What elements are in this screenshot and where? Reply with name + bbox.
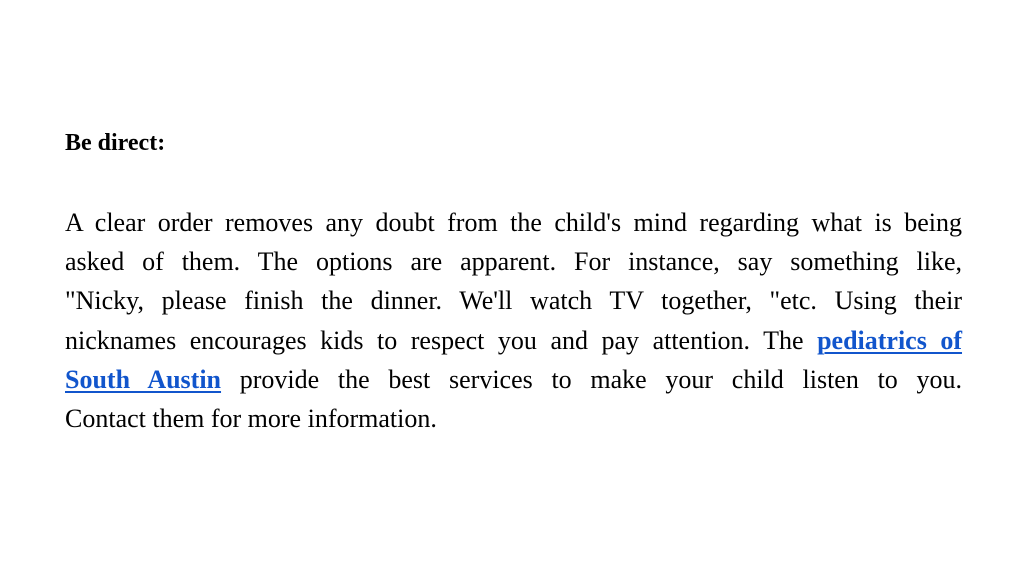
section-heading: Be direct: (65, 130, 166, 156)
paragraph-line-5 (65, 360, 962, 399)
paragraph-line-6: Contact them for more information. (65, 404, 437, 434)
paragraph-line-2: asked of them. The options are apparent. For instance, say something like, (65, 247, 962, 277)
body-paragraph (65, 203, 962, 438)
paragraph-line-5-text: provide the best services to make your child listen to you. (239, 364, 963, 394)
paragraph-line-4-text: nicknames encourages kids to respect you and pay attention. The (65, 325, 804, 355)
pediatrics-link-part-1[interactable]: pediatrics of (817, 325, 963, 355)
paragraph-line-4 (65, 321, 962, 360)
pediatrics-link-part-2[interactable]: South Austin (65, 364, 222, 394)
paragraph-line-3: "Nicky, please finish the dinner. We'll watch TV together, "etc. Using their (65, 286, 962, 316)
paragraph-line-1: A clear order removes any doubt from the child's mind regarding what is being (65, 208, 962, 237)
